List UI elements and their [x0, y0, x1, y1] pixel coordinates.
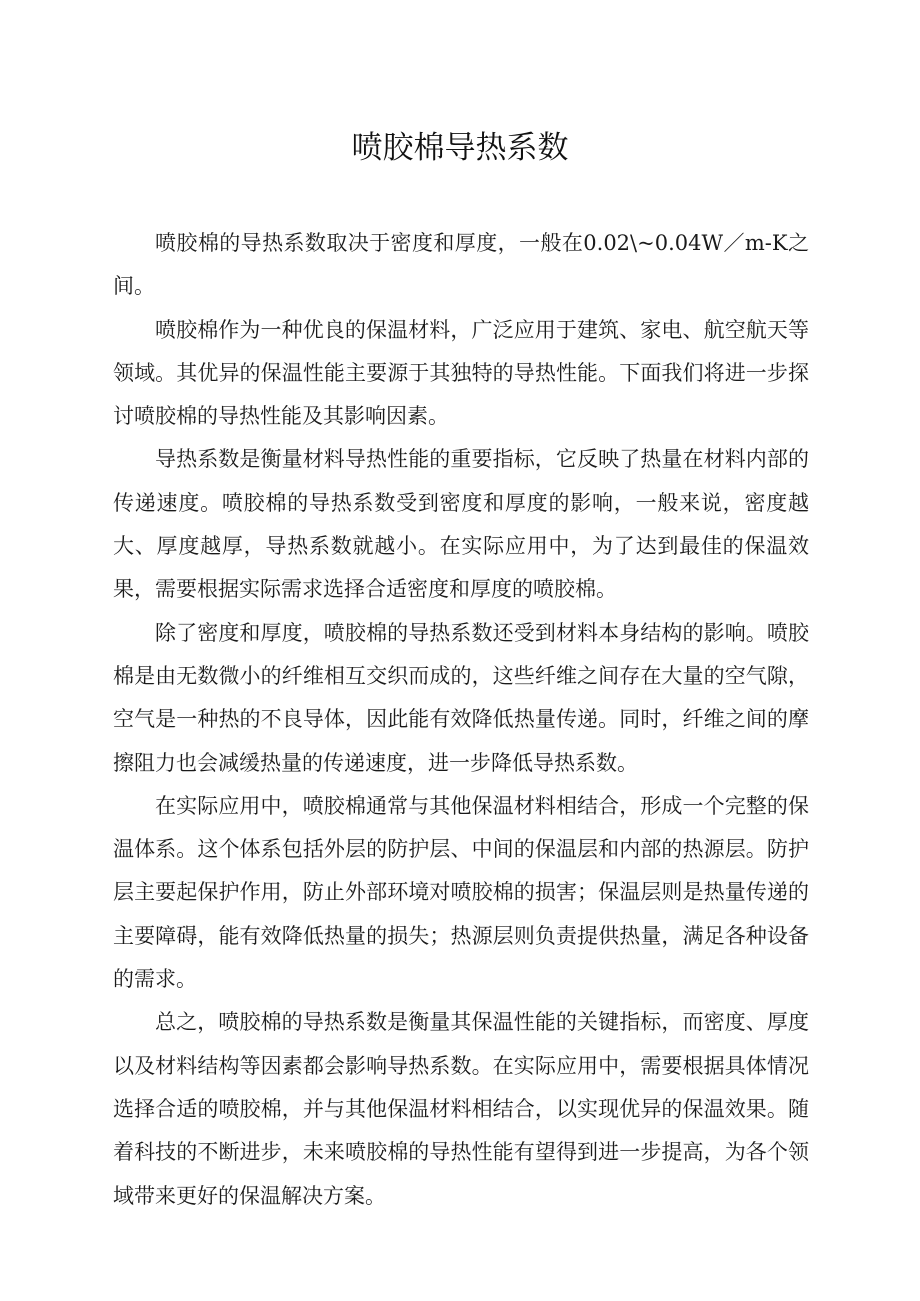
paragraph-structure: 除了密度和厚度，喷胶棉的导热系数还受到材料本身结构的影响。喷胶棉是由无数微小的纤维相互交织而成的，这些纤维之间存在大量的空气隙，空气是一种热的不良导体，因此能有效降低热量传递。同时，纤维之间的摩擦阻力也会减缓热量的传递速度，进一步降低导热系数。: [113, 620, 809, 775]
document-title: 喷胶棉导热系数: [351, 130, 569, 166]
paragraph-intro: 喷胶棉的导热系数取决于密度和厚度，一般在0.02\~0.04W／m-K之间。: [113, 231, 809, 299]
paragraph-density-thickness: 导热系数是衡量材料导热性能的重要指标，它反映了热量在材料内部的传递速度。喷胶棉的导热系数受到密度和厚度的影响，一般来说，密度越大、厚度越厚，导热系数就越小。在实际应用中，为了达到最佳的保温效果，需要根据实际需求选择合适密度和厚度的喷胶棉。: [113, 447, 809, 602]
paragraph-conclusion: 总之，喷胶棉的导热系数是衡量其保温性能的关键指标，而密度、厚度以及材料结构等因素都会影响导热系数。在实际应用中，需要根据具体情况选择合适的喷胶棉，并与其他保温材料相结合，以实现优异的保温效果。随着科技的不断进步，未来喷胶棉的导热性能有望得到进一步提高，为各个领域带来更好的保温解决方案。: [113, 1010, 809, 1208]
paragraph-overview: 喷胶棉作为一种优良的保温材料，广泛应用于建筑、家电、航空航天等领域。其优异的保温性能主要源于其独特的导热性能。下面我们将进一步探讨喷胶棉的导热性能及其影响因素。: [113, 317, 809, 429]
document-body: [113, 222, 809, 1218]
paragraph-application: 在实际应用中，喷胶棉通常与其他保温材料相结合，形成一个完整的保温体系。这个体系包括外层的防护层、中间的保温层和内部的热源层。防护层主要起保护作用，防止外部环境对喷胶棉的损害；保温层则是热量传递的主要障碍，能有效降低热量的损失；热源层则负责提供热量，满足各种设备的需求。: [113, 793, 809, 992]
